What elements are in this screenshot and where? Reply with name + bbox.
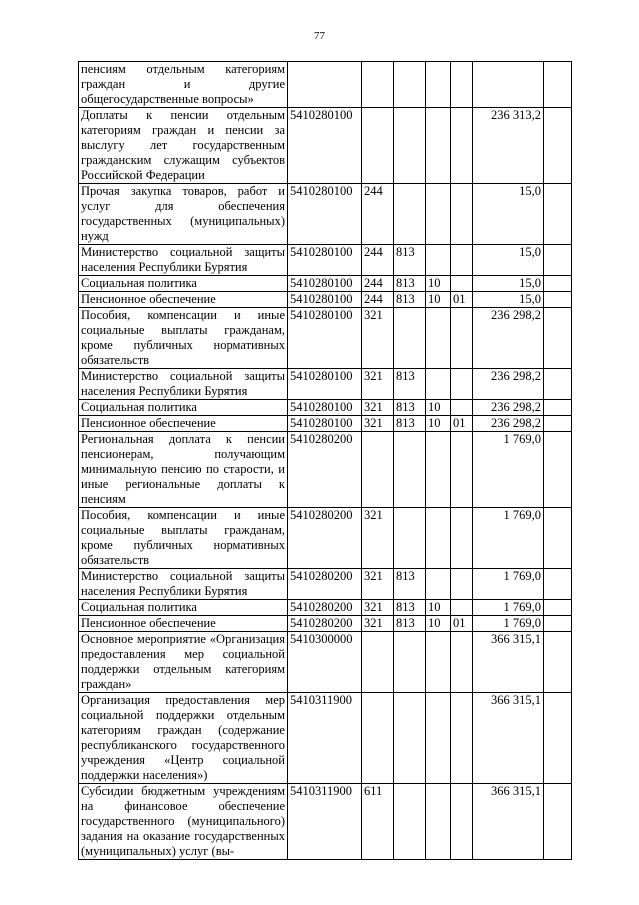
row-amount: 15,0 [473,292,544,308]
row-section-code [426,569,451,600]
table-row [79,108,572,184]
row-section-code: 10 [426,400,451,416]
row-amount: 236 298,2 [473,400,544,416]
row-expense-type-code: 244 [362,245,394,276]
row-empty-cell [544,508,572,569]
row-empty-cell [544,292,572,308]
row-ministry-code [394,184,426,245]
row-section-code: 10 [426,292,451,308]
row-empty-cell [544,432,572,508]
row-subsection-code [451,308,473,369]
row-section-code [426,432,451,508]
row-expense-type-code: 244 [362,276,394,292]
row-expense-type-code [362,693,394,784]
row-subsection-code [451,276,473,292]
table-row [79,632,572,693]
row-target-article-code: 5410280200 [288,600,362,616]
table-row [79,600,572,616]
row-ministry-code: 813 [394,245,426,276]
row-section-code [426,784,451,860]
row-expense-type-code [362,432,394,508]
table-row [79,308,572,369]
row-expense-type-code [362,108,394,184]
page-number: 77 [314,30,325,42]
row-section-code [426,508,451,569]
row-target-article-code [288,62,362,108]
row-target-article-code: 5410280100 [288,245,362,276]
row-subsection-code: 01 [451,416,473,432]
table-row [79,62,572,108]
row-amount: 236 298,2 [473,308,544,369]
row-ministry-code: 813 [394,416,426,432]
table-row [79,569,572,600]
row-name: Пенсионное обеспечение [79,292,288,308]
row-name: Пенсионное обеспечение [79,616,288,632]
row-amount: 366 315,1 [473,693,544,784]
row-name: Пособия, компенсации и иные социальные выплаты гражданам, кроме публичных нормативных обязательств [79,308,288,369]
table-row [79,508,572,569]
row-expense-type-code: 244 [362,184,394,245]
row-name: Региональная доплата к пенсии пенсионерам, получающим минимальную пенсию по старости, и иные региональные доплаты к пенсиям [79,432,288,508]
row-expense-type-code: 321 [362,400,394,416]
row-expense-type-code [362,632,394,693]
row-amount: 15,0 [473,276,544,292]
row-amount: 236 313,2 [473,108,544,184]
table-row [79,432,572,508]
row-name: Социальная политика [79,600,288,616]
row-name: Министерство социальной защиты населения Республики Бурятия [79,369,288,400]
row-ministry-code: 813 [394,400,426,416]
row-section-code: 10 [426,616,451,632]
row-ministry-code [394,108,426,184]
row-empty-cell [544,416,572,432]
row-expense-type-code: 321 [362,569,394,600]
row-amount: 1 769,0 [473,508,544,569]
row-ministry-code: 813 [394,569,426,600]
table-row [79,616,572,632]
row-empty-cell [544,600,572,616]
row-subsection-code [451,184,473,245]
row-name: Доплаты к пенсии отдельным категориям граждан и пенсии за выслугу лет государственным гражданским служащим субъектов Российской Федерации [79,108,288,184]
row-subsection-code [451,632,473,693]
row-subsection-code [451,784,473,860]
row-amount: 236 298,2 [473,416,544,432]
row-subsection-code [451,432,473,508]
row-target-article-code: 5410280200 [288,616,362,632]
row-empty-cell [544,784,572,860]
row-empty-cell [544,108,572,184]
row-empty-cell [544,569,572,600]
row-amount: 15,0 [473,245,544,276]
row-amount: 15,0 [473,184,544,245]
row-ministry-code [394,784,426,860]
row-name: Социальная политика [79,400,288,416]
table-row [79,369,572,400]
row-target-article-code: 5410280100 [288,400,362,416]
row-amount: 1 769,0 [473,600,544,616]
row-name: Министерство социальной защиты населения Республики Бурятия [79,569,288,600]
row-ministry-code: 813 [394,600,426,616]
row-subsection-code [451,508,473,569]
row-target-article-code: 5410280100 [288,369,362,400]
row-section-code: 10 [426,276,451,292]
table-body [79,62,572,860]
table-row [79,416,572,432]
row-empty-cell [544,632,572,693]
row-empty-cell [544,400,572,416]
row-target-article-code: 5410280200 [288,508,362,569]
row-section-code [426,245,451,276]
row-target-article-code: 5410280100 [288,184,362,245]
row-ministry-code: 813 [394,369,426,400]
row-name: Основное мероприятие «Организация предоставления мер социальной поддержки отдельным категориям граждан» [79,632,288,693]
row-ministry-code [394,308,426,369]
row-subsection-code [451,245,473,276]
row-subsection-code [451,600,473,616]
row-ministry-code [394,432,426,508]
row-expense-type-code: 611 [362,784,394,860]
row-subsection-code [451,693,473,784]
row-empty-cell [544,616,572,632]
row-amount: 1 769,0 [473,616,544,632]
row-section-code [426,62,451,108]
row-expense-type-code: 321 [362,308,394,369]
row-empty-cell [544,693,572,784]
row-target-article-code: 5410280200 [288,432,362,508]
row-subsection-code [451,369,473,400]
row-section-code [426,369,451,400]
row-section-code: 10 [426,416,451,432]
row-expense-type-code: 321 [362,508,394,569]
row-target-article-code: 5410280200 [288,569,362,600]
row-target-article-code: 5410311900 [288,784,362,860]
row-section-code [426,632,451,693]
row-ministry-code: 813 [394,616,426,632]
row-ministry-code: 813 [394,292,426,308]
row-name: Министерство социальной защиты населения Республики Бурятия [79,245,288,276]
table-row [79,292,572,308]
row-subsection-code [451,400,473,416]
row-empty-cell [544,276,572,292]
row-empty-cell [544,369,572,400]
row-ministry-code: 813 [394,276,426,292]
row-subsection-code [451,108,473,184]
row-expense-type-code [362,62,394,108]
row-empty-cell [544,184,572,245]
row-empty-cell [544,245,572,276]
row-amount: 366 315,1 [473,632,544,693]
row-name: Пенсионное обеспечение [79,416,288,432]
row-section-code [426,693,451,784]
row-ministry-code [394,632,426,693]
row-amount: 366 315,1 [473,784,544,860]
row-section-code [426,108,451,184]
row-subsection-code: 01 [451,292,473,308]
row-name: пенсиям отдельным категориям граждан и другие общегосударственные вопросы» [79,62,288,108]
row-target-article-code: 5410300000 [288,632,362,693]
row-name: Организация предоставления мер социальной поддержки отдельным категориям граждан (содержание республиканского государственного учреждения «Центр социальной поддержки населения») [79,693,288,784]
row-empty-cell [544,62,572,108]
row-target-article-code: 5410280100 [288,292,362,308]
row-ministry-code [394,508,426,569]
row-subsection-code: 01 [451,616,473,632]
row-amount [473,62,544,108]
row-amount: 1 769,0 [473,569,544,600]
row-empty-cell [544,308,572,369]
row-target-article-code: 5410311900 [288,693,362,784]
row-name: Социальная политика [79,276,288,292]
table-row [79,184,572,245]
row-section-code [426,308,451,369]
table-row [79,276,572,292]
row-amount: 1 769,0 [473,432,544,508]
table-row [79,400,572,416]
row-subsection-code [451,569,473,600]
row-target-article-code: 5410280100 [288,108,362,184]
row-expense-type-code: 321 [362,600,394,616]
row-expense-type-code: 321 [362,616,394,632]
row-section-code [426,184,451,245]
row-target-article-code: 5410280100 [288,276,362,292]
table-row [79,784,572,860]
budget-table [78,61,572,860]
row-expense-type-code: 244 [362,292,394,308]
row-target-article-code: 5410280100 [288,308,362,369]
table-row [79,245,572,276]
row-subsection-code [451,62,473,108]
row-expense-type-code: 321 [362,416,394,432]
row-amount: 236 298,2 [473,369,544,400]
row-name: Пособия, компенсации и иные социальные выплаты гражданам, кроме публичных нормативных обязательств [79,508,288,569]
row-name: Прочая закупка товаров, работ и услуг для обеспечения государственных (муниципальных) нужд [79,184,288,245]
row-target-article-code: 5410280100 [288,416,362,432]
table-row [79,693,572,784]
row-expense-type-code: 321 [362,369,394,400]
row-ministry-code [394,62,426,108]
row-ministry-code [394,693,426,784]
row-section-code: 10 [426,600,451,616]
row-name: Субсидии бюджетным учреждениям на финансовое обеспечение государственного (муниципального) задания на оказание государственных (муниципальных) услуг (вы- [79,784,288,860]
